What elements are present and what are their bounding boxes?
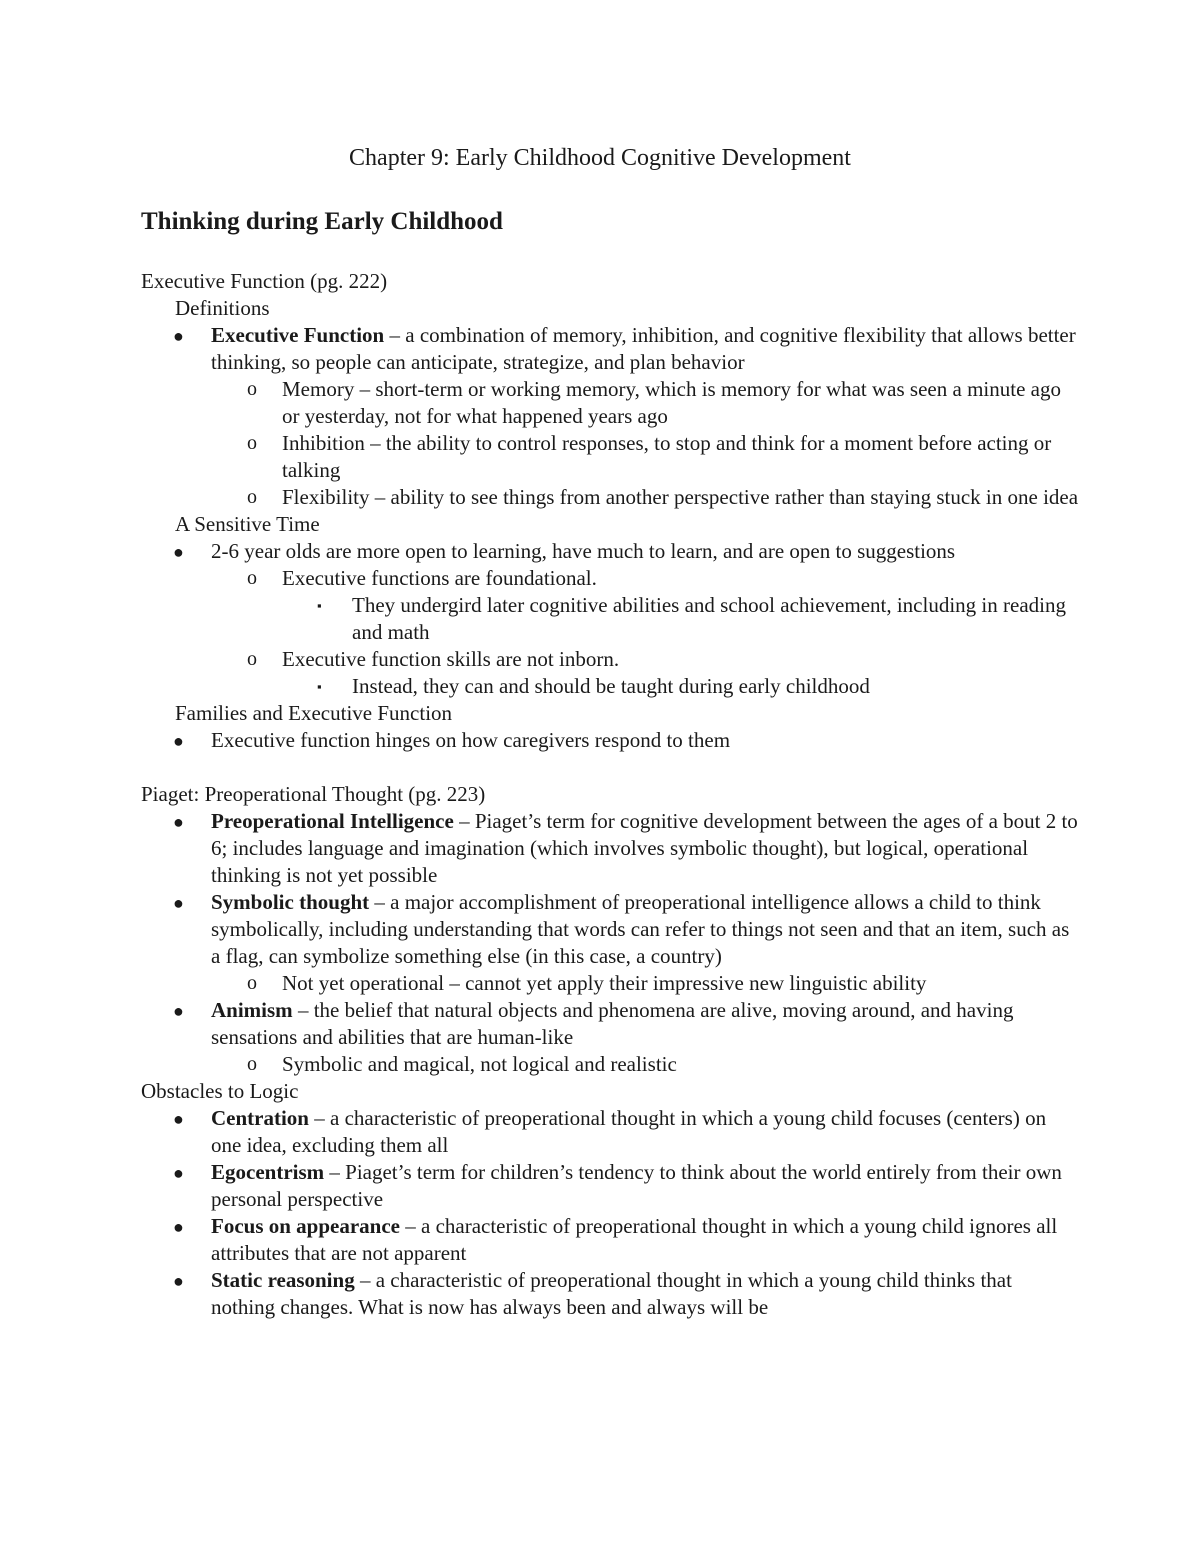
memory-text: Memory – short-term or working memory, which is memory for what was seen a minute ago or yesterday, not for what happened years ago xyxy=(282,377,1061,428)
list-item xyxy=(141,970,1081,997)
list-item xyxy=(141,592,1081,646)
term-animism: Animism xyxy=(211,998,293,1022)
list-item xyxy=(141,322,1081,376)
foundational-text: Executive functions are foundational. xyxy=(282,566,597,590)
bullet-circle-icon: o xyxy=(247,567,257,589)
bullet-dot-icon: ● xyxy=(173,1163,184,1183)
bullet-dot-icon: ● xyxy=(173,326,184,346)
not-inborn-text: Executive function skills are not inborn. xyxy=(282,647,620,671)
bullet-dot-icon: ● xyxy=(173,812,184,832)
subheading-definitions: Definitions xyxy=(175,296,270,320)
list-item xyxy=(141,1267,1081,1321)
bullet-dot-icon: ● xyxy=(173,542,184,562)
term-egocentrism: Egocentrism xyxy=(211,1160,325,1184)
definition-text: – the belief that natural objects and phenomena are alive, moving around, and having sensations and abilities that are human-like xyxy=(211,998,1014,1049)
families-text: Executive function hinges on how caregivers respond to them xyxy=(211,728,731,752)
bullet-square-icon: ▪ xyxy=(317,679,322,694)
definition-text: – a combination of memory, inhibition, and cognitive flexibility that allows better thinking, so people can anticipate, strategize, and plan behavior xyxy=(211,323,1076,374)
definition-text: – Piaget’s term for children’s tendency to think about the world entirely from their own personal perspective xyxy=(211,1160,1062,1211)
inhibition-text: Inhibition – the ability to control responses, to stop and think for a moment before acting or talking xyxy=(282,431,1052,482)
flexibility-text: Flexibility – ability to see things from another perspective rather than staying stuck in one idea xyxy=(282,485,1079,509)
list-item xyxy=(141,727,1081,754)
definition-text: – a major accomplishment of preoperational intelligence allows a child to think symbolically, including understanding that words can refer to things not seen and that an item, such as a flag, can symbolize something else (in this case, a country) xyxy=(211,890,1070,968)
list-item xyxy=(141,1213,1081,1267)
definition-text: – a characteristic of preoperational thought in which a young child focuses (centers) on one idea, excluding them all xyxy=(211,1106,1047,1157)
bullet-square-icon: ▪ xyxy=(317,598,322,613)
subheading-families: Families and Executive Function xyxy=(175,701,453,725)
undergird-text: They undergird later cognitive abilities and school achievement, including in reading and math xyxy=(352,593,1066,644)
chapter-title: Chapter 9: Early Childhood Cognitive Development xyxy=(349,145,851,171)
bullet-dot-icon: ● xyxy=(173,1271,184,1291)
list-item xyxy=(141,997,1081,1051)
list-item xyxy=(141,538,1081,565)
taught-text: Instead, they can and should be taught during early childhood xyxy=(352,674,870,698)
spacer xyxy=(141,754,1081,781)
bullet-dot-icon: ● xyxy=(173,1109,184,1129)
definition-text: – a characteristic of preoperational thought in which a young child thinks that nothing changes. What is now has always been and always will be xyxy=(211,1268,1012,1319)
section-obstacles-title: Obstacles to Logic xyxy=(141,1079,299,1103)
bullet-circle-icon: o xyxy=(247,648,257,670)
not-yet-operational-text: Not yet operational – cannot yet apply their impressive new linguistic ability xyxy=(282,971,927,995)
magical-text: Symbolic and magical, not logical and realistic xyxy=(282,1052,677,1076)
section-executive-function-title: Executive Function (pg. 222) xyxy=(141,269,388,293)
term-executive-function: Executive Function xyxy=(211,323,385,347)
bullet-circle-icon: o xyxy=(247,972,257,994)
section-piaget-title: Piaget: Preoperational Thought (pg. 223) xyxy=(141,782,486,806)
list-item xyxy=(141,1051,1081,1078)
bullet-dot-icon: ● xyxy=(173,731,184,751)
list-item xyxy=(141,376,1081,430)
list-item xyxy=(141,484,1081,511)
sensitive-text: 2-6 year olds are more open to learning, have much to learn, and are open to suggestions xyxy=(211,539,956,563)
bullet-circle-icon: o xyxy=(247,432,257,454)
list-item xyxy=(141,565,1081,592)
bullet-circle-icon: o xyxy=(247,378,257,400)
notes-body xyxy=(141,268,1081,1321)
term-focus-on-appearance: Focus on appearance xyxy=(211,1214,400,1238)
bullet-dot-icon: ● xyxy=(173,1001,184,1021)
definition-text: – a characteristic of preoperational thought in which a young child ignores all attributes that are not apparent xyxy=(211,1214,1058,1265)
list-item xyxy=(141,889,1081,970)
list-item xyxy=(141,646,1081,673)
term-preoperational-intelligence: Preoperational Intelligence xyxy=(211,809,454,833)
list-item xyxy=(141,673,1081,700)
section-heading: Thinking during Early Childhood xyxy=(141,208,503,235)
definition-text: – Piaget’s term for cognitive development between the ages of a bout 2 to 6; includes language and imagination (which involves symbolic thought), but logical, operational thinking is not yet possible xyxy=(211,809,1078,887)
bullet-dot-icon: ● xyxy=(173,893,184,913)
bullet-circle-icon: o xyxy=(247,486,257,508)
term-static-reasoning: Static reasoning xyxy=(211,1268,355,1292)
term-centration: Centration xyxy=(211,1106,309,1130)
bullet-circle-icon: o xyxy=(247,1053,257,1075)
subheading-sensitive-time: A Sensitive Time xyxy=(175,512,320,536)
term-symbolic-thought: Symbolic thought xyxy=(211,890,370,914)
list-item xyxy=(141,808,1081,889)
bullet-dot-icon: ● xyxy=(173,1217,184,1237)
list-item xyxy=(141,1105,1081,1159)
list-item xyxy=(141,430,1081,484)
list-item xyxy=(141,1159,1081,1213)
